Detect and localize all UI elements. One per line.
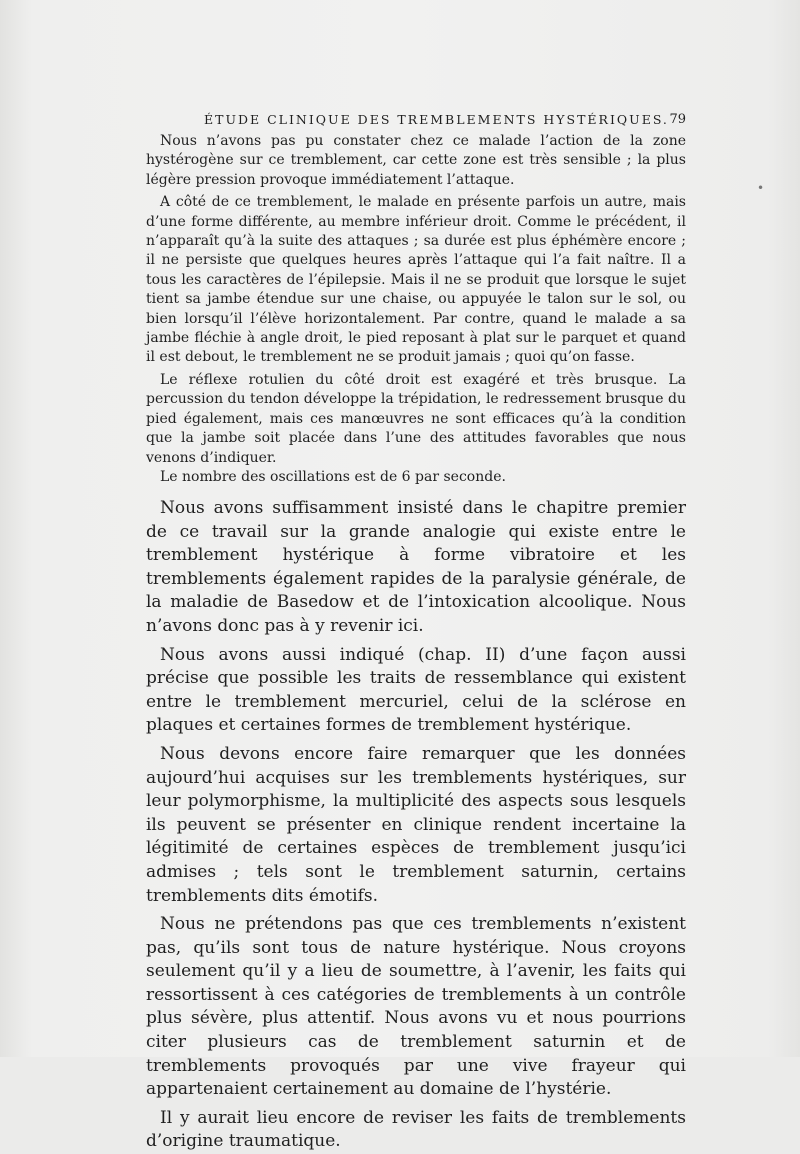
page-number: 79 bbox=[669, 112, 686, 127]
margin-speck: • bbox=[757, 181, 765, 195]
paragraph: Le réflexe rotulien du côté droit est exagéré et très brusque. La percussion du tendon développe la trépidation, le redressement brusque du pied également, mais ces manœuvres ne sont efficaces qu’à la condition que la jambe soit placée dans l’une des attitudes favorables que nous venons d’indiquer. bbox=[146, 371, 686, 466]
case-observation-text bbox=[146, 132, 686, 487]
main-body-text bbox=[146, 497, 686, 1154]
paragraph: Il y aurait lieu encore de reviser les faits de tremblements d’origine traumatique. bbox=[146, 1107, 686, 1152]
page-header bbox=[146, 112, 686, 132]
paragraph: Nous n’avons pas pu constater chez ce malade l’action de la zone hystérogène sur ce tremblement, car cette zone est très sensible ; la plus légère pression provoque immédiatement l’attaque. bbox=[146, 133, 686, 188]
paragraph: Nous devons encore faire remarquer que les données aujourd’hui acquises sur les tremblements hystériques, sur leur polymorphisme, la multiplicité des aspects sous lesquels ils peuvent se présenter en clinique rendent incertaine la légitimité de certaines espèces de tremblement jusqu’ici admises ; tels sont le tremblement saturnin, certains tremblements dits émotifs. bbox=[146, 743, 686, 906]
paragraph: Nous ne prétendons pas que ces tremblements n’existent pas, qu’ils sont tous de nature hystérique. Nous croyons seulement qu’il y a lieu de soumettre, à l’avenir, les faits qui ressortissent à ces catégories de tremblements à un contrôle plus sévère, plus attentif. Nous avons vu et nous pourrions citer plusieurs cas de tremblement saturnin et de tremblements provoqués par une vive frayeur qui appartenaient certainement au domaine de l’hystérie. bbox=[146, 914, 686, 1100]
paragraph: A côté de ce tremblement, le malade en présente parfois un autre, mais d’une forme différente, au membre inférieur droit. Comme le précédent, il n’apparaît qu’à la suite des attaques ; sa durée est plus éphémère encore ; il ne persiste que quelques heures après l’attaque qui l’a fait naître. Il a tous les caractères de l’épilepsie. Mais il ne se produit que lorsque le sujet tient sa jambe étendue sur une chaise, ou appuyée le talon sur le sol, ou bien lorsqu’il l’élève horizontalement. Par contre, quand le malade a sa jambe fléchie à angle droit, le pied reposant à plat sur le parquet et quand il est debout, le tremblement ne se produit jamais ; quoi qu’on fasse. bbox=[146, 194, 686, 366]
running-title: ÉTUDE CLINIQUE DES TREMBLEMENTS HYSTÉRIQUES. bbox=[204, 112, 669, 127]
paragraph: Nous avons aussi indiqué (chap. II) d’une façon aussi précise que possible les traits de ressemblance qui existent entre le tremblement mercuriel, celui de la sclérose en plaques et certaines formes de tremblement hystérique. bbox=[146, 644, 686, 736]
paragraph: Le nombre des oscillations est de 6 par seconde. bbox=[160, 468, 506, 485]
paragraph: Nous avons suffisamment insisté dans le chapitre premier de ce travail sur la grande analogie qui existe entre le tremblement hystérique à forme vibratoire et les tremblements également rapides de la paralysie générale, de la maladie de Basedow et de l’intoxication alcoolique. Nous n’avons donc pas à y revenir ici. bbox=[146, 498, 686, 636]
